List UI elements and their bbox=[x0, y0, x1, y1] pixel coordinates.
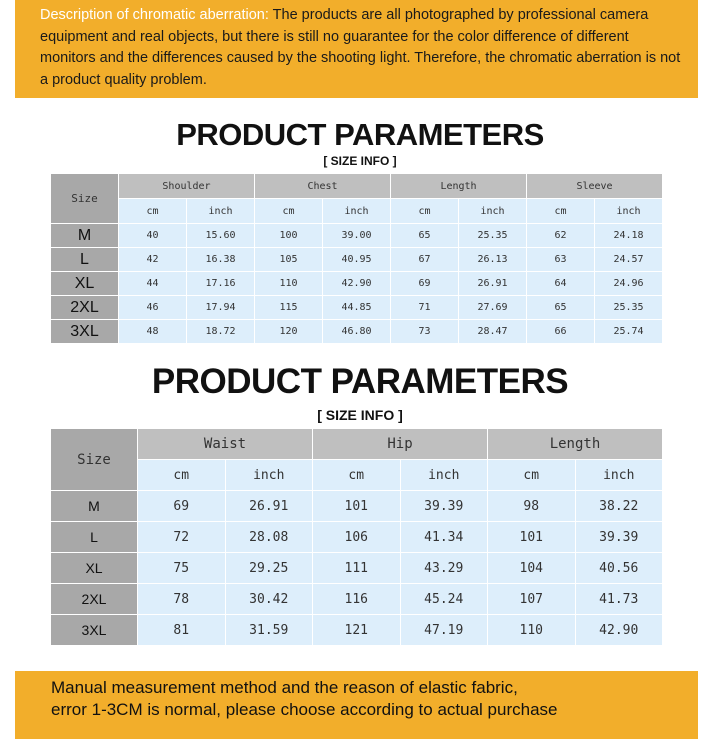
unit-header: cm bbox=[488, 460, 576, 491]
notice-body: The products are all photographed by professional camera equipment and real objects, but there is still no guarantee for the color difference of different monitors and the differences caused by the shooting light. Therefore, the chromatic aberration is not a product quality problem. bbox=[40, 7, 681, 88]
measurement-cell: 110 bbox=[488, 615, 576, 646]
measurement-notice bbox=[15, 671, 698, 739]
unit-header: inch bbox=[575, 460, 663, 491]
measurement-cell: 69 bbox=[391, 272, 459, 296]
measurement-cell: 121 bbox=[313, 615, 401, 646]
measurement-cell: 101 bbox=[313, 491, 401, 522]
measurement-cell: 66 bbox=[527, 320, 595, 344]
table1-title: PRODUCT PARAMETERS bbox=[176, 117, 544, 152]
unit-header: cm bbox=[527, 199, 595, 224]
table-row bbox=[51, 553, 663, 584]
measurement-cell: 42.90 bbox=[323, 272, 391, 296]
measurement-line-1: Manual measurement method and the reason of elastic fabric, bbox=[51, 678, 518, 697]
measurement-cell: 115 bbox=[255, 296, 323, 320]
measurement-cell: 98 bbox=[488, 491, 576, 522]
table-row bbox=[51, 296, 663, 320]
measurement-cell: 16.38 bbox=[187, 248, 255, 272]
size-header: Size bbox=[51, 174, 119, 224]
unit-header: cm bbox=[391, 199, 459, 224]
measurement-cell: 42.90 bbox=[575, 615, 663, 646]
measurement-cell: 100 bbox=[255, 224, 323, 248]
group-header-waist: Waist bbox=[138, 429, 313, 460]
unit-header-row bbox=[51, 460, 663, 491]
measurement-cell: 44 bbox=[119, 272, 187, 296]
measurement-cell: 73 bbox=[391, 320, 459, 344]
unit-header: cm bbox=[255, 199, 323, 224]
measurement-cell: 105 bbox=[255, 248, 323, 272]
measurement-cell: 116 bbox=[313, 584, 401, 615]
size-cell: 2XL bbox=[51, 296, 119, 320]
top-size-table bbox=[50, 173, 663, 344]
group-header-shoulder: Shoulder bbox=[119, 174, 255, 199]
bottom-size-table bbox=[50, 428, 663, 646]
size-header: Size bbox=[51, 429, 138, 491]
measurement-cell: 46 bbox=[119, 296, 187, 320]
measurement-cell: 78 bbox=[138, 584, 226, 615]
measurement-cell: 24.96 bbox=[595, 272, 663, 296]
measurement-cell: 48 bbox=[119, 320, 187, 344]
measurement-cell: 67 bbox=[391, 248, 459, 272]
table2-title: PRODUCT PARAMETERS bbox=[151, 362, 569, 401]
measurement-cell: 45.24 bbox=[400, 584, 488, 615]
size-cell: 3XL bbox=[51, 320, 119, 344]
measurement-cell: 26.91 bbox=[459, 272, 527, 296]
measurement-cell: 18.72 bbox=[187, 320, 255, 344]
measurement-notice-text bbox=[15, 671, 698, 721]
unit-header: inch bbox=[187, 199, 255, 224]
size-cell: 2XL bbox=[51, 584, 138, 615]
chromatic-aberration-notice bbox=[15, 0, 698, 98]
measurement-cell: 17.94 bbox=[187, 296, 255, 320]
measurement-cell: 39.39 bbox=[575, 522, 663, 553]
measurement-cell: 39.00 bbox=[323, 224, 391, 248]
table-row bbox=[51, 248, 663, 272]
measurement-cell: 26.91 bbox=[225, 491, 313, 522]
size-cell: L bbox=[51, 522, 138, 553]
measurement-cell: 75 bbox=[138, 553, 226, 584]
group-header-hip: Hip bbox=[313, 429, 488, 460]
measurement-cell: 63 bbox=[527, 248, 595, 272]
unit-header-row bbox=[51, 199, 663, 224]
measurement-cell: 39.39 bbox=[400, 491, 488, 522]
group-header-sleeve: Sleeve bbox=[527, 174, 663, 199]
measurement-cell: 62 bbox=[527, 224, 595, 248]
size-cell: M bbox=[51, 224, 119, 248]
measurement-cell: 17.16 bbox=[187, 272, 255, 296]
size-cell: L bbox=[51, 248, 119, 272]
unit-header: cm bbox=[313, 460, 401, 491]
measurement-cell: 110 bbox=[255, 272, 323, 296]
measurement-cell: 72 bbox=[138, 522, 226, 553]
table-row bbox=[51, 272, 663, 296]
unit-header: inch bbox=[459, 199, 527, 224]
unit-header: inch bbox=[595, 199, 663, 224]
measurement-cell: 28.47 bbox=[459, 320, 527, 344]
measurement-cell: 46.80 bbox=[323, 320, 391, 344]
measurement-cell: 38.22 bbox=[575, 491, 663, 522]
measurement-cell: 15.60 bbox=[187, 224, 255, 248]
unit-header: inch bbox=[400, 460, 488, 491]
measurement-cell: 47.19 bbox=[400, 615, 488, 646]
measurement-cell: 40 bbox=[119, 224, 187, 248]
measurement-cell: 31.59 bbox=[225, 615, 313, 646]
measurement-cell: 40.56 bbox=[575, 553, 663, 584]
size-cell: M bbox=[51, 491, 138, 522]
measurement-cell: 27.69 bbox=[459, 296, 527, 320]
measurement-cell: 106 bbox=[313, 522, 401, 553]
measurement-cell: 40.95 bbox=[323, 248, 391, 272]
measurement-cell: 25.74 bbox=[595, 320, 663, 344]
measurement-cell: 107 bbox=[488, 584, 576, 615]
table1-subtitle: [ SIZE INFO ] bbox=[323, 154, 397, 168]
measurement-cell: 111 bbox=[313, 553, 401, 584]
table-row bbox=[51, 224, 663, 248]
measurement-cell: 120 bbox=[255, 320, 323, 344]
measurement-line-2: error 1-3CM is normal, please choose according to actual purchase bbox=[51, 700, 558, 719]
measurement-cell: 42 bbox=[119, 248, 187, 272]
size-cell: 3XL bbox=[51, 615, 138, 646]
measurement-cell: 64 bbox=[527, 272, 595, 296]
measurement-cell: 26.13 bbox=[459, 248, 527, 272]
measurement-cell: 81 bbox=[138, 615, 226, 646]
table-row bbox=[51, 522, 663, 553]
measurement-cell: 65 bbox=[527, 296, 595, 320]
measurement-cell: 104 bbox=[488, 553, 576, 584]
group-header-row bbox=[51, 174, 663, 199]
table-row bbox=[51, 320, 663, 344]
measurement-cell: 101 bbox=[488, 522, 576, 553]
measurement-cell: 28.08 bbox=[225, 522, 313, 553]
notice-text bbox=[15, 0, 698, 91]
table2-subtitle: [ SIZE INFO ] bbox=[317, 407, 403, 423]
table-row bbox=[51, 491, 663, 522]
size-cell: XL bbox=[51, 272, 119, 296]
measurement-cell: 24.18 bbox=[595, 224, 663, 248]
size-cell: XL bbox=[51, 553, 138, 584]
group-header-length: Length bbox=[488, 429, 663, 460]
measurement-cell: 29.25 bbox=[225, 553, 313, 584]
measurement-cell: 71 bbox=[391, 296, 459, 320]
measurement-cell: 24.57 bbox=[595, 248, 663, 272]
measurement-cell: 41.73 bbox=[575, 584, 663, 615]
measurement-cell: 25.35 bbox=[595, 296, 663, 320]
unit-header: cm bbox=[119, 199, 187, 224]
measurement-cell: 69 bbox=[138, 491, 226, 522]
notice-lead: Description of chromatic aberration: bbox=[40, 7, 269, 23]
table-row bbox=[51, 615, 663, 646]
measurement-cell: 41.34 bbox=[400, 522, 488, 553]
measurement-cell: 30.42 bbox=[225, 584, 313, 615]
group-header-row bbox=[51, 429, 663, 460]
unit-header: inch bbox=[225, 460, 313, 491]
table-row bbox=[51, 584, 663, 615]
measurement-cell: 65 bbox=[391, 224, 459, 248]
group-header-length: Length bbox=[391, 174, 527, 199]
group-header-chest: Chest bbox=[255, 174, 391, 199]
unit-header: inch bbox=[323, 199, 391, 224]
measurement-cell: 25.35 bbox=[459, 224, 527, 248]
measurement-cell: 44.85 bbox=[323, 296, 391, 320]
unit-header: cm bbox=[138, 460, 226, 491]
measurement-cell: 43.29 bbox=[400, 553, 488, 584]
